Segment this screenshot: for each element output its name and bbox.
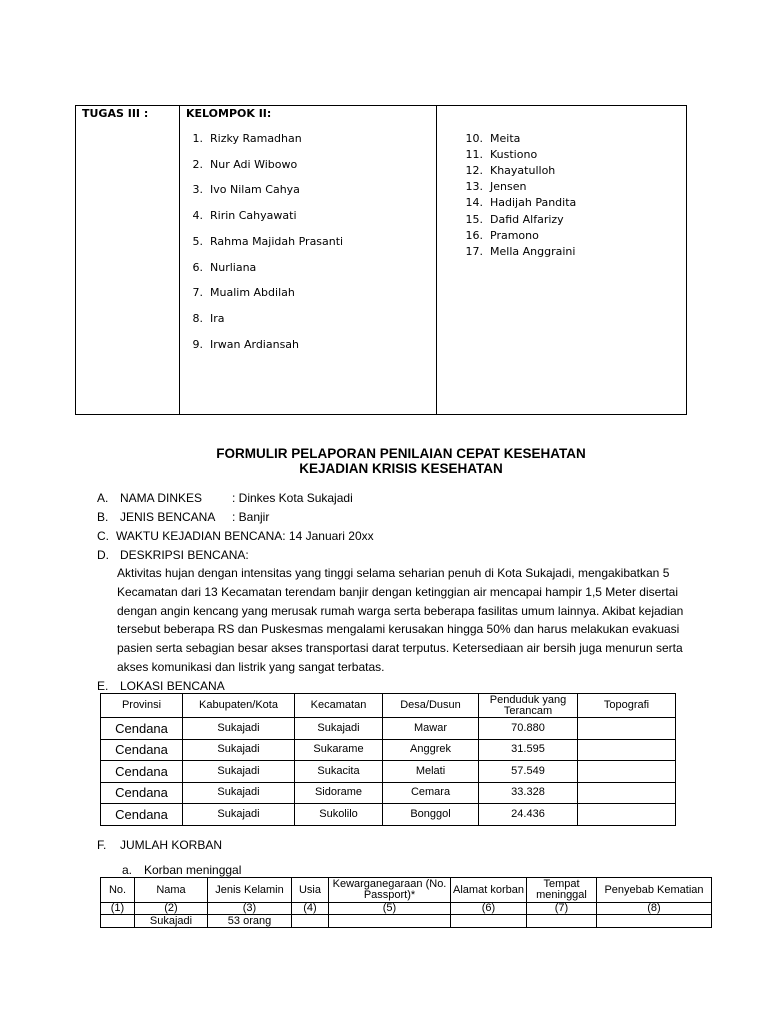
victims-index-cell: (5) xyxy=(329,903,451,915)
form-title-line2: KEJADIAN KRISIS KESEHATAN xyxy=(299,461,503,476)
victims-header-row xyxy=(101,878,712,903)
location-cell: 24.436 xyxy=(479,804,578,826)
victims-index-cell: (6) xyxy=(451,903,527,915)
victims-cell xyxy=(597,915,712,928)
member-number: 2. xyxy=(192,157,203,171)
location-header-cell: Penduduk yang Terancam xyxy=(479,694,578,718)
field-b-letter: B. xyxy=(97,510,109,524)
location-cell: Anggrek xyxy=(383,739,479,761)
member-number: 16. xyxy=(465,228,483,242)
description-line: Kecamatan dari 13 Kecamatan terendam banjir dengan ketinggian air mencapai hampir 1,5 Meter disertai xyxy=(117,584,678,599)
location-header-cell: Provinsi xyxy=(101,694,183,718)
victims-index-cell: (8) xyxy=(597,903,712,915)
location-cell: 31.595 xyxy=(479,739,578,761)
field-b-value: : Banjir xyxy=(232,510,270,524)
victims-header-cell: No. xyxy=(101,878,135,903)
victims-index-cell: (1) xyxy=(101,903,135,915)
member-number: 12. xyxy=(465,164,483,178)
victims-index-cell: (4) xyxy=(292,903,329,915)
member-number: 3. xyxy=(192,183,203,197)
location-cell xyxy=(578,804,676,826)
victims-header-cell: Jenis Kelamin xyxy=(208,878,292,903)
location-cell xyxy=(578,761,676,783)
victims-index-cell: (3) xyxy=(208,903,292,915)
description-line: Aktivitas hujan dengan intensitas yang tinggi selama seharian penuh di Kota Sukajadi, mengakibatkan 5 xyxy=(117,566,670,580)
victims-cell xyxy=(329,915,451,928)
member-number: 13. xyxy=(465,180,483,194)
location-cell: Cemara xyxy=(383,782,479,804)
victims-cell: 53 orang xyxy=(208,915,292,928)
field-d-letter: D. xyxy=(97,548,109,562)
member-item xyxy=(464,180,526,193)
member-item xyxy=(184,183,300,196)
location-cell: Cendana xyxy=(101,804,183,826)
field-fa-label: Korban meninggal xyxy=(144,863,242,877)
member-name: Hadijah Pandita xyxy=(490,196,577,210)
member-number: 10. xyxy=(465,132,483,145)
member-item xyxy=(464,148,537,161)
location-cell: Sukajadi xyxy=(183,761,295,783)
member-name: Mualim Abdilah xyxy=(210,286,295,300)
location-row xyxy=(101,718,676,740)
location-cell: 70.880 xyxy=(479,718,578,740)
victims-cell xyxy=(527,915,597,928)
victims-cell xyxy=(101,915,135,928)
member-item xyxy=(184,209,297,222)
victims-header-cell: Nama xyxy=(135,878,208,903)
field-f-letter: F. xyxy=(97,838,107,852)
description-line: pasien serta sebagian besar akses transportasi darat terputus. Ketersediaan air bersih juga menurun serta xyxy=(117,641,683,656)
victims-cell xyxy=(451,915,527,928)
field-a-value: : Dinkes Kota Sukajadi xyxy=(232,491,353,505)
field-d-label: DESKRIPSI BENCANA: xyxy=(120,548,249,562)
location-cell: Sukajadi xyxy=(295,718,383,740)
member-name: Jensen xyxy=(490,180,527,194)
victims-index-cell: (7) xyxy=(527,903,597,915)
victims-index-cell: (2) xyxy=(135,903,208,915)
member-item xyxy=(184,286,295,299)
member-number: 1. xyxy=(192,132,203,145)
member-item xyxy=(464,213,564,226)
victims-table xyxy=(100,877,712,928)
member-item xyxy=(184,261,256,274)
member-item xyxy=(464,164,555,177)
location-cell: Sukajadi xyxy=(183,718,295,740)
description-line: dengan angin kencang yang merusak rumah warga serta beberapa fasilitas umum lainnya. Akibat kejadian xyxy=(117,603,684,618)
location-cell: Sukolilo xyxy=(295,804,383,826)
location-table xyxy=(100,693,676,826)
location-cell: Mawar xyxy=(383,718,479,740)
victims-header-cell: Usia xyxy=(292,878,329,903)
member-name: Nur Adi Wibowo xyxy=(210,157,298,171)
member-name: Nurliana xyxy=(210,260,257,274)
member-name: Khayatulloh xyxy=(490,164,556,178)
description-line: tersebut beberapa RS dan Puskesmas mengalami kerusakan hingga 50% dan harus melakukan evakuasi xyxy=(117,622,680,637)
member-name: Irwan Ardiansah xyxy=(210,337,300,351)
member-name: Ivo Nilam Cahya xyxy=(210,183,300,197)
member-item xyxy=(184,312,225,325)
location-cell: Melati xyxy=(383,761,479,783)
location-row xyxy=(101,804,676,826)
location-cell: Sukajadi xyxy=(183,782,295,804)
column-divider xyxy=(436,106,437,414)
location-cell: 33.328 xyxy=(479,782,578,804)
description-line: akses komunikasi dan listrik yang sangat terbatas. xyxy=(117,660,385,674)
victims-header-cell: Alamat korban xyxy=(451,878,527,903)
location-cell: Sidorame xyxy=(295,782,383,804)
member-name: Mella Anggraini xyxy=(490,244,576,258)
location-cell: Sukajadi xyxy=(183,804,295,826)
member-item xyxy=(464,132,520,145)
member-number: 15. xyxy=(465,212,483,226)
member-name: Kustiono xyxy=(490,148,538,162)
member-number: 7. xyxy=(192,286,203,300)
member-item xyxy=(464,229,539,242)
member-name: Meita xyxy=(490,132,521,145)
location-cell: Sukacita xyxy=(295,761,383,783)
member-number: 14. xyxy=(465,196,483,210)
location-cell: Cendana xyxy=(101,782,183,804)
member-item xyxy=(464,196,576,209)
victims-cell xyxy=(292,915,329,928)
field-fa-letter: a. xyxy=(122,863,133,877)
location-header-row xyxy=(101,694,676,718)
location-header-cell: Desa/Dusun xyxy=(383,694,479,718)
form-title-line1: FORMULIR PELAPORAN PENILAIAN CEPAT KESEHATAN xyxy=(216,446,586,461)
task-label: TUGAS III : xyxy=(82,107,149,120)
victims-row xyxy=(101,915,712,928)
field-f-label: JUMLAH KORBAN xyxy=(120,838,223,852)
location-cell: Cendana xyxy=(101,739,183,761)
member-number: 17. xyxy=(465,244,483,258)
field-c-letter: C. xyxy=(97,529,109,543)
victims-header-cell: Penyebab Kematian xyxy=(597,878,712,903)
field-b-label: JENIS BENCANA xyxy=(120,510,216,524)
location-cell: 57.549 xyxy=(479,761,578,783)
member-number: 6. xyxy=(192,260,203,274)
location-cell: Bonggol xyxy=(383,804,479,826)
location-row xyxy=(101,739,676,761)
location-header-cell: Kecamatan xyxy=(295,694,383,718)
member-number: 5. xyxy=(192,234,203,248)
location-header-cell: Kabupaten/Kota xyxy=(183,694,295,718)
location-header-cell: Topografi xyxy=(578,694,676,718)
member-name: Ira xyxy=(210,311,225,325)
field-a-label: NAMA DINKES xyxy=(120,491,203,505)
group-label: KELOMPOK II: xyxy=(186,107,272,120)
field-e-label: LOKASI BENCANA xyxy=(120,679,225,693)
member-item xyxy=(184,158,297,171)
location-row xyxy=(101,761,676,783)
victims-index-row xyxy=(101,903,712,915)
location-row xyxy=(101,782,676,804)
location-cell: Cendana xyxy=(101,761,183,783)
member-item xyxy=(184,338,299,351)
member-number: 8. xyxy=(192,311,203,325)
victims-header-cell: Tempat meninggal xyxy=(527,878,597,903)
member-number: 4. xyxy=(192,209,203,223)
location-cell: Sukajadi xyxy=(183,739,295,761)
member-item xyxy=(464,245,575,258)
member-name: Pramono xyxy=(490,228,539,242)
location-cell: Cendana xyxy=(101,718,183,740)
member-name: Ririn Cahyawati xyxy=(210,209,297,223)
group-table xyxy=(75,105,687,415)
member-item xyxy=(184,235,343,248)
field-e-letter: E. xyxy=(97,679,109,693)
victims-cell: Sukajadi xyxy=(135,915,208,928)
member-number: 11. xyxy=(465,148,483,162)
field-c-text: WAKTU KEJADIAN BENCANA: 14 Januari 20xx xyxy=(116,529,374,543)
member-name: Rahma Majidah Prasanti xyxy=(210,234,344,248)
member-number: 9. xyxy=(192,337,203,351)
location-cell xyxy=(578,739,676,761)
victims-header-cell: Kewarganegaraan (No. Passport)* xyxy=(329,878,451,903)
column-divider xyxy=(179,106,180,414)
location-cell xyxy=(578,718,676,740)
member-name: Rizky Ramadhan xyxy=(210,132,302,145)
member-item xyxy=(184,132,302,145)
location-cell: Sukarame xyxy=(295,739,383,761)
location-cell xyxy=(578,782,676,804)
member-name: Dafid Alfarizy xyxy=(490,212,564,226)
field-a-letter: A. xyxy=(97,491,109,505)
